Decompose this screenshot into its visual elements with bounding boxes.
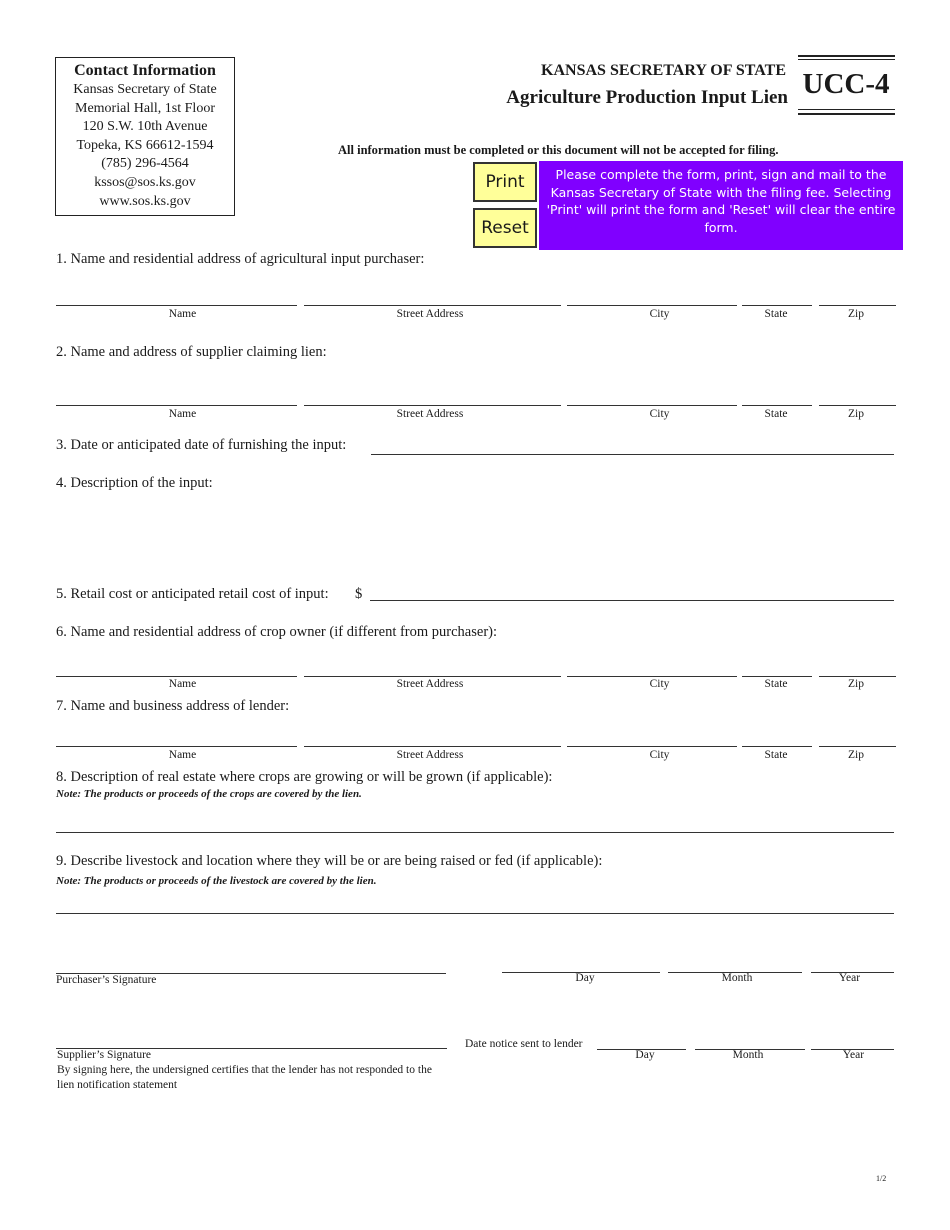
- contact-website: www.sos.ks.gov: [99, 193, 191, 209]
- caption-street: Street Address: [396, 749, 464, 761]
- caption-zip: Zip: [848, 678, 864, 690]
- caption-name: Name: [168, 678, 197, 690]
- question-9-label: 9. Describe livestock and location where they will be or are being raised or fed (if applicable):: [56, 853, 603, 869]
- question-5-label: 5. Retail cost or anticipated retail cost of input:: [56, 586, 329, 602]
- q2-zip-field[interactable]: [819, 405, 896, 406]
- question-7-label: 7. Name and business address of lender:: [56, 698, 290, 714]
- form-code-rule-bottom-thin: [798, 109, 895, 110]
- filing-notice: All information must be completed or this document will not be accepted for filing.: [338, 143, 779, 157]
- q7-street-field[interactable]: [304, 746, 561, 747]
- question-8-label: 8. Description of real estate where crops are growing or will be grown (if applicable):: [56, 769, 553, 785]
- q4-description-field[interactable]: [56, 496, 894, 572]
- question-8-note: Note: The products or proceeds of the crops are covered by the lien.: [56, 788, 362, 800]
- question-2-label: 2. Name and address of supplier claiming lien:: [56, 344, 327, 360]
- caption-day: Day: [575, 972, 595, 984]
- instructions-banner: Please complete the form, print, sign and mail to the Kansas Secretary of State with the filing fee. Selecting 'Print' will print the form and 'Reset' will clear the entire form.: [539, 161, 903, 250]
- caption-state: State: [764, 749, 788, 761]
- print-button[interactable]: Print: [473, 162, 537, 202]
- reset-button[interactable]: Reset: [473, 208, 537, 248]
- contact-line: Memorial Hall, 1st Floor: [75, 100, 215, 116]
- caption-zip: Zip: [848, 749, 864, 761]
- q2-city-field[interactable]: [567, 405, 737, 406]
- contact-email: kssos@sos.ks.gov: [94, 174, 196, 190]
- q2-state-field[interactable]: [742, 405, 812, 406]
- caption-city: City: [649, 749, 670, 761]
- contact-phone: (785) 296-4564: [101, 156, 189, 172]
- contact-line: Topeka, KS 66612-1594: [76, 137, 214, 153]
- q1-name-field[interactable]: [56, 305, 297, 306]
- q5-cost-field[interactable]: [370, 600, 894, 601]
- caption-state: State: [764, 678, 788, 690]
- q2-street-field[interactable]: [304, 405, 561, 406]
- caption-day: Day: [635, 1049, 655, 1061]
- q7-state-field[interactable]: [742, 746, 812, 747]
- supplier-signature-label: Supplier’s Signature: [57, 1049, 152, 1061]
- caption-city: City: [649, 678, 670, 690]
- question-9-note: Note: The products or proceeds of the livestock are covered by the lien.: [56, 875, 377, 887]
- agency-name: KANSAS SECRETARY OF STATE: [541, 62, 786, 79]
- caption-city: City: [649, 308, 670, 320]
- q6-name-field[interactable]: [56, 676, 297, 677]
- caption-street: Street Address: [396, 308, 464, 320]
- q1-city-field[interactable]: [567, 305, 737, 306]
- q7-name-field[interactable]: [56, 746, 297, 747]
- caption-year: Year: [842, 1049, 865, 1061]
- caption-name: Name: [168, 308, 197, 320]
- caption-year: Year: [838, 972, 861, 984]
- caption-zip: Zip: [848, 308, 864, 320]
- contact-title: Contact Information: [74, 62, 216, 79]
- purchaser-signature-label: Purchaser’s Signature: [56, 974, 157, 986]
- date-notice-label: Date notice sent to lender: [465, 1038, 583, 1050]
- q1-street-field[interactable]: [304, 305, 561, 306]
- caption-month: Month: [732, 1049, 764, 1061]
- caption-zip: Zip: [848, 408, 864, 420]
- caption-month: Month: [721, 972, 753, 984]
- page-number: 1/2: [876, 1174, 887, 1183]
- caption-street: Street Address: [396, 408, 464, 420]
- q6-state-field[interactable]: [742, 676, 812, 677]
- question-1-label: 1. Name and residential address of agricultural input purchaser:: [56, 251, 425, 267]
- caption-state: State: [764, 408, 788, 420]
- q6-city-field[interactable]: [567, 676, 737, 677]
- contact-line: 120 S.W. 10th Avenue: [82, 119, 208, 135]
- contact-info-box: [55, 57, 235, 216]
- q8-real-estate-field[interactable]: [56, 832, 894, 833]
- q3-date-field[interactable]: [371, 454, 894, 455]
- form-code-rule-top-thin: [798, 59, 895, 60]
- q7-zip-field[interactable]: [819, 746, 896, 747]
- q6-zip-field[interactable]: [819, 676, 896, 677]
- q1-zip-field[interactable]: [819, 305, 896, 306]
- form-code-rule-top: [798, 55, 895, 57]
- form-title: Agriculture Production Input Lien: [506, 87, 788, 108]
- q7-city-field[interactable]: [567, 746, 737, 747]
- currency-symbol: $: [355, 586, 363, 602]
- caption-street: Street Address: [396, 678, 464, 690]
- supplier-certification-text: By signing here, the undersigned certifies that the lender has not responded to the lien notification statement: [57, 1064, 432, 1091]
- question-4-label: 4. Description of the input:: [56, 475, 213, 491]
- contact-line: Kansas Secretary of State: [73, 82, 217, 97]
- q6-street-field[interactable]: [304, 676, 561, 677]
- q1-state-field[interactable]: [742, 305, 812, 306]
- q9-livestock-field[interactable]: [56, 913, 894, 914]
- question-6-label: 6. Name and residential address of crop owner (if different from purchaser):: [56, 624, 498, 640]
- q2-name-field[interactable]: [56, 405, 297, 406]
- form-code-rule-bottom: [798, 113, 895, 115]
- caption-state: State: [764, 308, 788, 320]
- form-code: UCC-4: [802, 68, 890, 100]
- caption-name: Name: [168, 749, 197, 761]
- question-3-label: 3. Date or anticipated date of furnishing the input:: [56, 437, 347, 453]
- caption-city: City: [649, 408, 670, 420]
- caption-name: Name: [168, 408, 197, 420]
